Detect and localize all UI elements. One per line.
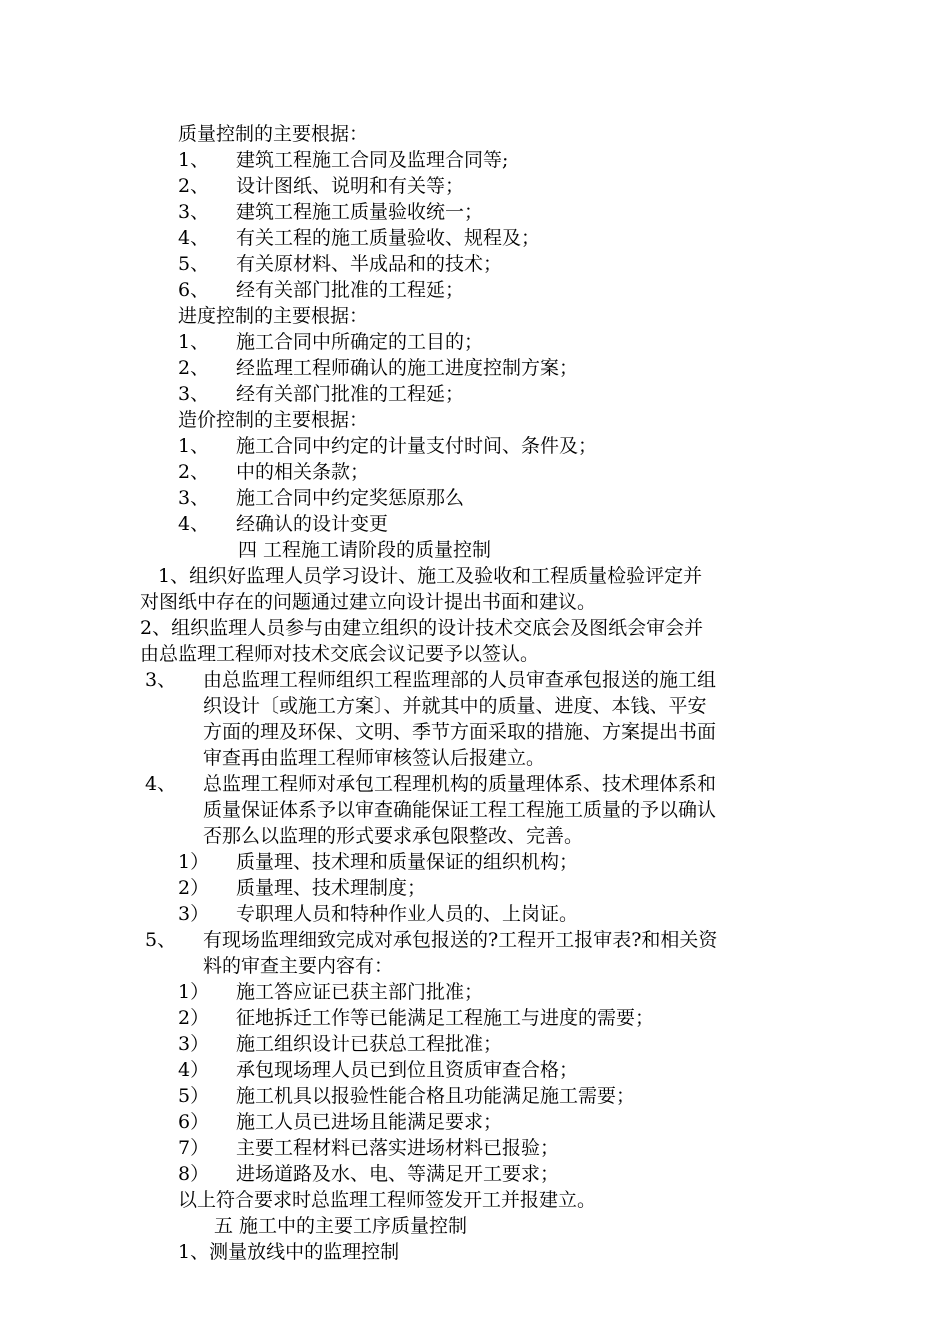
- paragraph-line: 对图纸中存在的问题通过建立向设计提出书面和建议。: [140, 591, 597, 613]
- document-page: 质量控制的主要根据： 1、 建筑工程施工合同及监理合同等; 2、 设计图纸、说明和有关等； 3、 建筑工程施工质量验收统一； 4、 有关工程的施工质量验收、规程及； 5、 有关原材料、半成品和的技术； 6、 经有关部门批准的工程延； 进度控制的主要根据： 1、 施工合同中所确定的工目的； 2、 经监理工程师确认的施工进度控制方案； 3、 经有关部门批准的工程延； 造价控制的主要根据： 1、 施工合同中约定的计量支付时间、条件及； 2、 中的相关条款； 3、 施工合同中约定奖惩原那么 4、 经确认的设计变更 四 工程施工请阶段的质量控制 1、组织好监理人员学习设计、施工及验收和工程质量检验评定并 对图纸中存在的问题通过建立向设计提出书面和建议。 2、组织监理人员参与由建立组织的设计技术交底会及图纸会审会并 由总监理工程师对技术交底会议记要予以签认。 3、 由总监理工程师组织工程监理部的人员审查承包报送的施工组 织设计〔或施工方案〕、并就其中的质量、进度、本钱、平安 方面的理及环保、文明、季节方面采取的措施、方案提出书面 审查再由监理工程师审核签认后报建立。 4、 总监理工程师对承包工程理机构的质量理体系、技术理体系和 质量保证体系予以审查确能保证工程工程施工质量的予以确认 否那么以监理的形式要求承包限整改、完善。 1） 质量理、技术理和质量保证的组织机构； 2） 质量理、技术理制度； 3） 专职理人员和特种作业人员的、上岗证。 5、 有现场监理细致完成对承包报送的?工程开工报审表?和相关资 料的审查主要内容有： 1） 施工答应证已获主部门批准； 2） 征地拆迁工作等已能满足工程施工与进度的需要； 3） 施工组织设计已获总工程批准； 4） 承包现场理人员已到位且资质审查合格； 5） 施工机具以报验性能合格且功能满足施工需要； 6） 施工人员已进场且能满足要求； 7） 主要工程材料已落实进场材料已报验； 8） 进场道路及水、电、等满足开工要求； 以上符合要求时总监理工程师签发开工并报建立。 五 施工中的主要工序质量控制 1、测量放线中的监理控制: [140, 123, 718, 1263]
- paragraph-line: 料的审查主要内容有：: [203, 955, 394, 977]
- list-number: 3、: [145, 669, 177, 691]
- schedule-heading: 进度控制的主要根据：: [178, 305, 369, 327]
- paragraph-line: 总监理工程师对承包工程理机构的质量理体系、技术理体系和: [203, 773, 717, 795]
- paragraph-line: 2、组织监理人员参与由建立组织的设计技术交底会及图纸会审会并: [140, 617, 704, 639]
- closing-line: 以上符合要求时总监理工程师签发开工并报建立。: [178, 1189, 597, 1211]
- paragraph-line: 1、组织好监理人员学习设计、施工及验收和工程质量检验评定并: [158, 565, 703, 587]
- paragraph-line: 方面的理及环保、文明、季节方面采取的措施、方案提出书面: [203, 721, 717, 743]
- paragraph-line: 有现场监理细致完成对承包报送的?工程开工报审表?和相关资: [203, 929, 718, 951]
- section-5-title: 五 施工中的主要工序质量控制: [214, 1215, 468, 1237]
- quality-heading: 质量控制的主要根据：: [178, 123, 369, 145]
- paragraph-line: 由总监理工程师组织工程监理部的人员审查承包报送的施工组: [203, 669, 717, 691]
- section-4-title: 四 工程施工请阶段的质量控制: [238, 539, 492, 561]
- cost-heading: 造价控制的主要根据：: [178, 409, 369, 431]
- paragraph-line: 织设计〔或施工方案〕、并就其中的质量、进度、本钱、平安: [203, 695, 707, 717]
- paragraph-line: 由总监理工程师对技术交底会议记要予以签认。: [140, 643, 540, 665]
- subsection-title: 1、测量放线中的监理控制: [178, 1241, 400, 1263]
- paragraph-line: 否那么以监理的形式要求承包限整改、完善。: [203, 825, 584, 847]
- list-number: 4、: [145, 773, 177, 795]
- paragraph-line: 质量保证体系予以审查确能保证工程工程施工质量的予以确认: [203, 799, 717, 821]
- paragraph-line: 审查再由监理工程师审核签认后报建立。: [203, 747, 546, 769]
- list-number: 5、: [145, 929, 177, 951]
